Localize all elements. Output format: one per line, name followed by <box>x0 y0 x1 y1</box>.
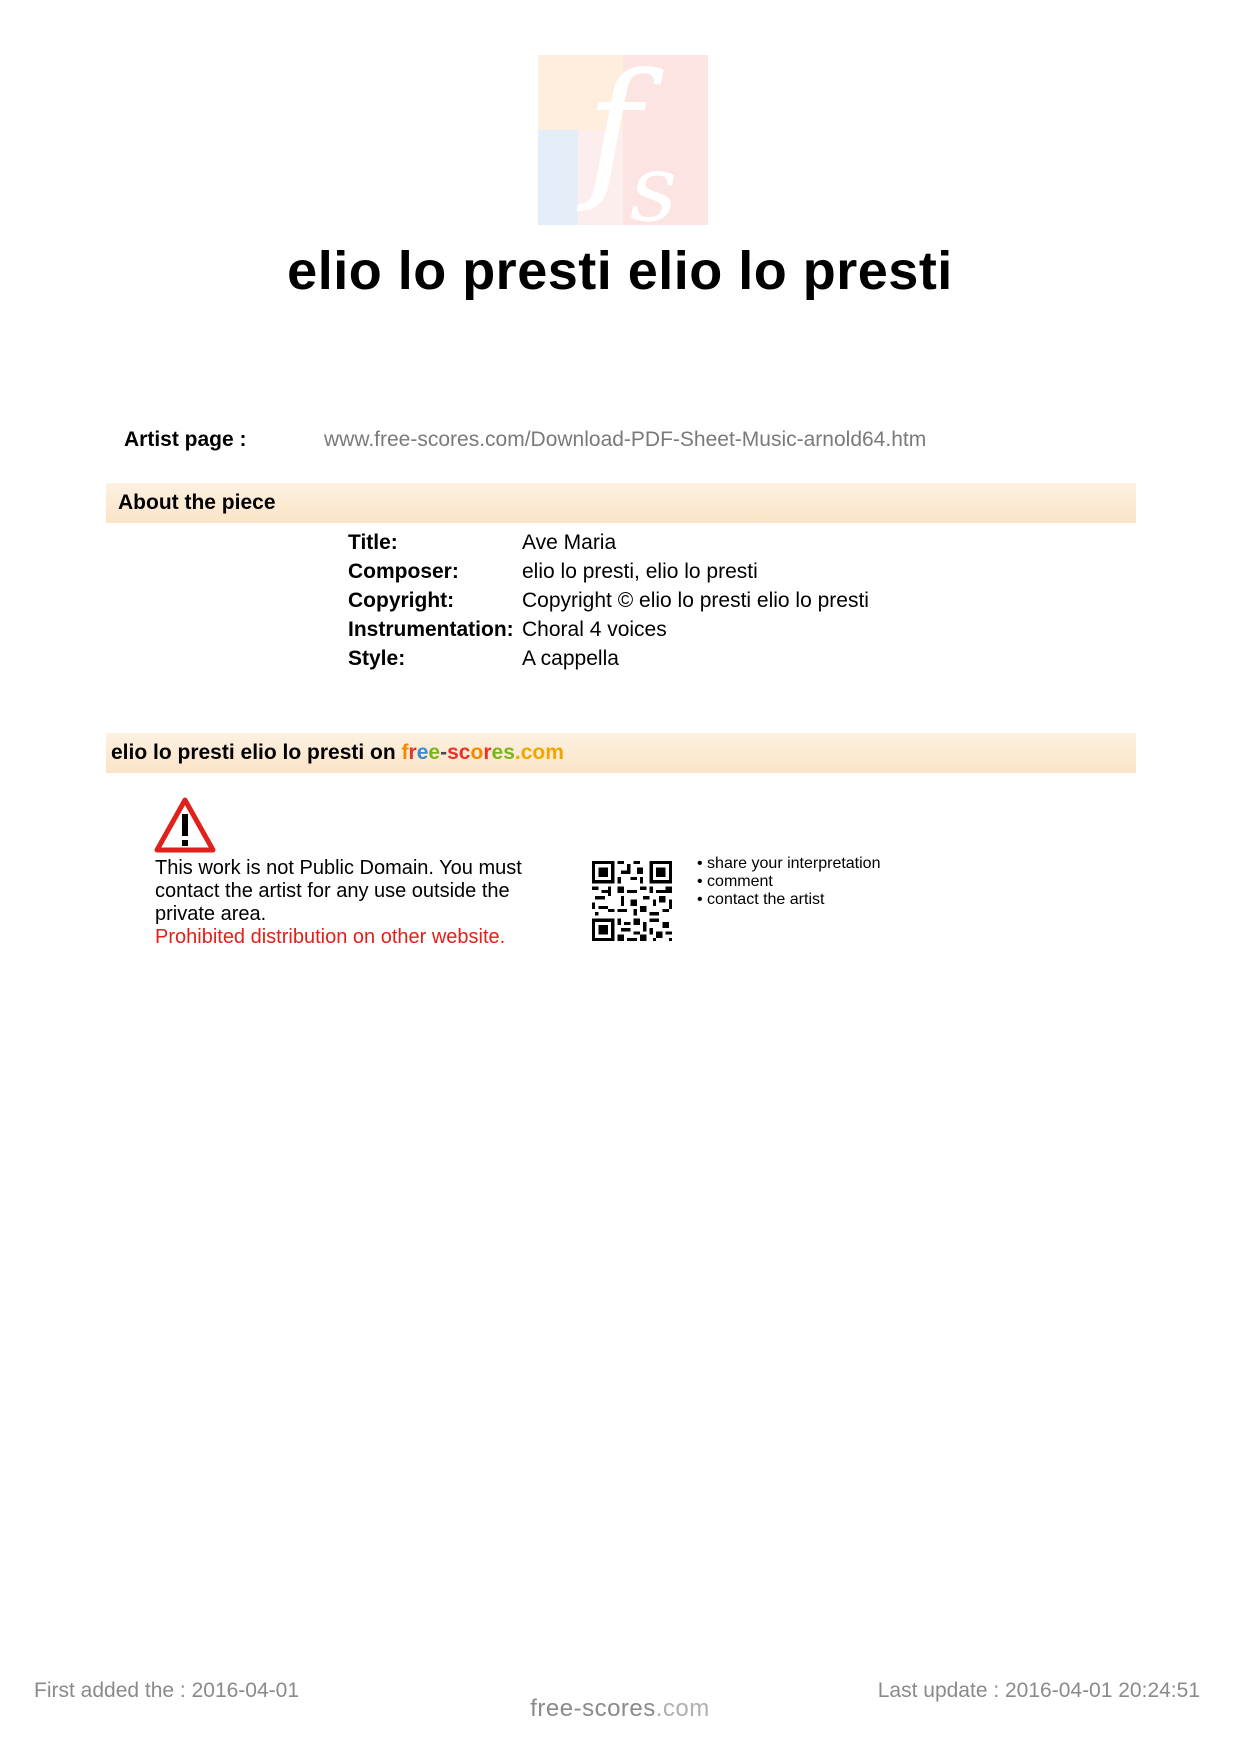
info-row-style <box>348 647 869 676</box>
page-title: elio lo presti elio lo presti <box>287 241 953 301</box>
footer-brand-logo <box>0 1695 1240 1723</box>
free-scores-logo <box>538 55 708 225</box>
copyright-notice <box>155 857 575 949</box>
qr-code-icon[interactable] <box>592 861 672 941</box>
info-value: A cappella <box>522 647 619 670</box>
first-added-date: First added the : 2016-04-01 <box>34 1679 300 1702</box>
info-label: Instrumentation: <box>348 618 514 641</box>
notice-text: This work is not Public Domain. You must contact the artist for any use outside the private area. <box>155 857 522 925</box>
artist-on-site-prefix: elio lo presti elio lo presti on <box>111 741 402 764</box>
artist-page-link[interactable]: www.free-scores.com/Download-PDF-Sheet-Music-arnold64.htm <box>324 428 927 451</box>
info-label: Style: <box>348 647 406 670</box>
about-section-header: About the piece <box>106 483 1136 523</box>
info-label: Composer: <box>348 560 459 583</box>
info-label: Title: <box>348 531 398 554</box>
artist-page-label: Artist page : <box>124 428 247 451</box>
svg-text:s: s <box>630 135 678 225</box>
info-value: Ave Maria <box>522 531 617 554</box>
footer-brand-main: free-scores <box>530 1695 656 1722</box>
info-value: elio lo presti, elio lo presti <box>522 560 758 583</box>
last-update-date: Last update : 2016-04-01 20:24:51 <box>877 1679 1200 1702</box>
notice-prohibited-text: Prohibited distribution on other website. <box>155 926 506 948</box>
warning-icon <box>154 797 216 853</box>
free-scores-brand-link[interactable]: free-scores.com <box>401 741 564 764</box>
artist-row <box>124 428 1124 456</box>
info-value: Copyright © elio lo presti elio lo presti <box>522 589 869 612</box>
info-row-title <box>348 531 869 560</box>
info-label: Copyright: <box>348 589 455 612</box>
info-row-instrumentation <box>348 618 869 647</box>
info-value: Choral 4 voices <box>522 618 667 641</box>
list-item: • comment <box>697 873 773 890</box>
footer-brand-tld: .com <box>655 1695 710 1722</box>
list-item: • contact the artist <box>697 891 825 908</box>
piece-info-table <box>348 531 869 676</box>
info-row-composer <box>348 560 869 589</box>
svg-text:f: f <box>586 55 642 216</box>
list-item: • share your interpretation <box>697 855 881 872</box>
info-row-copyright <box>348 589 869 618</box>
artist-on-site-header <box>106 733 1136 773</box>
artist-actions-list <box>697 855 880 909</box>
